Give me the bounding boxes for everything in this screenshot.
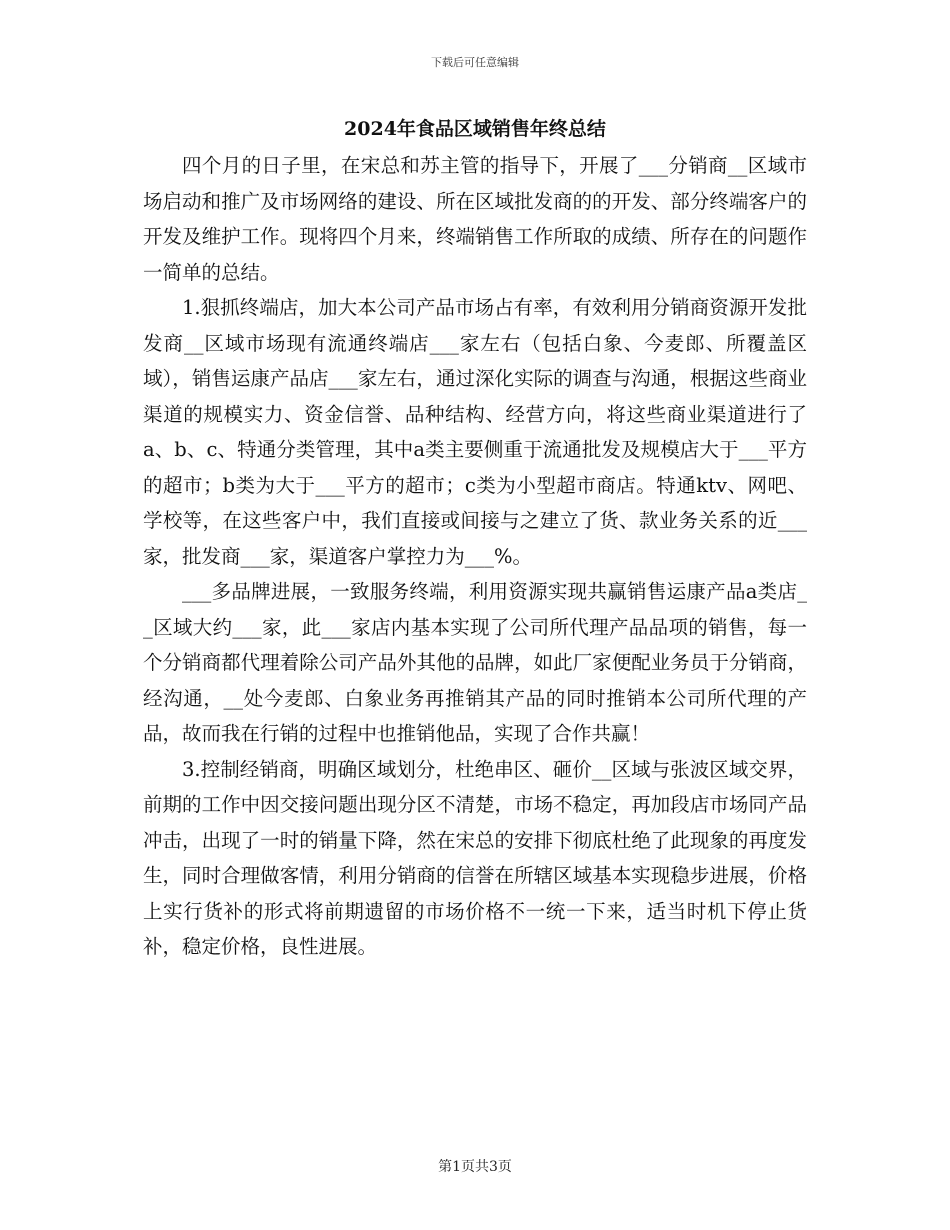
paragraph-point-3: 3.控制经销商，明确区域划分，杜绝串区、砸价__区域与张波区域交界，前期的工作中因交接问题出现分区不清楚，市场不稳定，再加段店市场同产品冲击，出现了一时的销量下降，然在宋总的安排下彻底杜绝了此现象的再度发生，同时合理做客情，利用分销商的信誉在所辖区域基本实现稳步进展，价格上实行货补的形式将前期遗留的市场价格不一统一下来，适当时机下停止货补，稳定价格，良性进展。 <box>143 757 807 958</box>
document-body <box>143 148 807 965</box>
paragraph-point-2: ___多品牌进展，一致服务终端，利用资源实现共赢销售运康产品a类店__区域大约___家，此___家店内基本实现了公司所代理产品品项的销售，每一个分销商都代理着除公司产品外其他的品牌，如此厂家便配业务员于分销商，经沟通，__处今麦郎、白象业务再推销其产品的同时推销本公司所代理的产品，故而我在行销的过程中也推销他品，实现了合作共赢！ <box>143 580 807 745</box>
document-title: 2024年食品区域销售年终总结 <box>344 118 606 140</box>
page-number: 第1页共3页 <box>438 1159 512 1175</box>
page-header-note: 下载后可任意编辑 <box>431 56 519 69</box>
paragraph-point-1: 1.狠抓终端店，加大本公司产品市场占有率，有效利用分销商资源开发批发商__区域市场现有流通终端店___家左右（包括白象、今麦郎、所覆盖区域），销售运康产品店___家左右，通过深化实际的调查与沟通，根据这些商业渠道的规模实力、资金信誉、品种结构、经营方向，将这些商业渠道进行了a、b、c、特通分类管理，其中a类主要侧重于流通批发及规模店大于___平方的超市；b类为大于___平方的超市；c类为小型超市商店。特通ktv、网吧、学校等，在这些客户中，我们直接或间接与之建立了货、款业务关系的近___家，批发商___家，渠道客户掌控力为___%。 <box>143 296 807 568</box>
paragraph-intro: 四个月的日子里，在宋总和苏主管的指导下，开展了___分销商__区域市场启动和推广及市场网络的建设、所在区域批发商的的开发、部分终端客户的开发及维护工作。现将四个月来，终端销售工作所取的成绩、所存在的问题作一简单的总结。 <box>143 154 807 284</box>
